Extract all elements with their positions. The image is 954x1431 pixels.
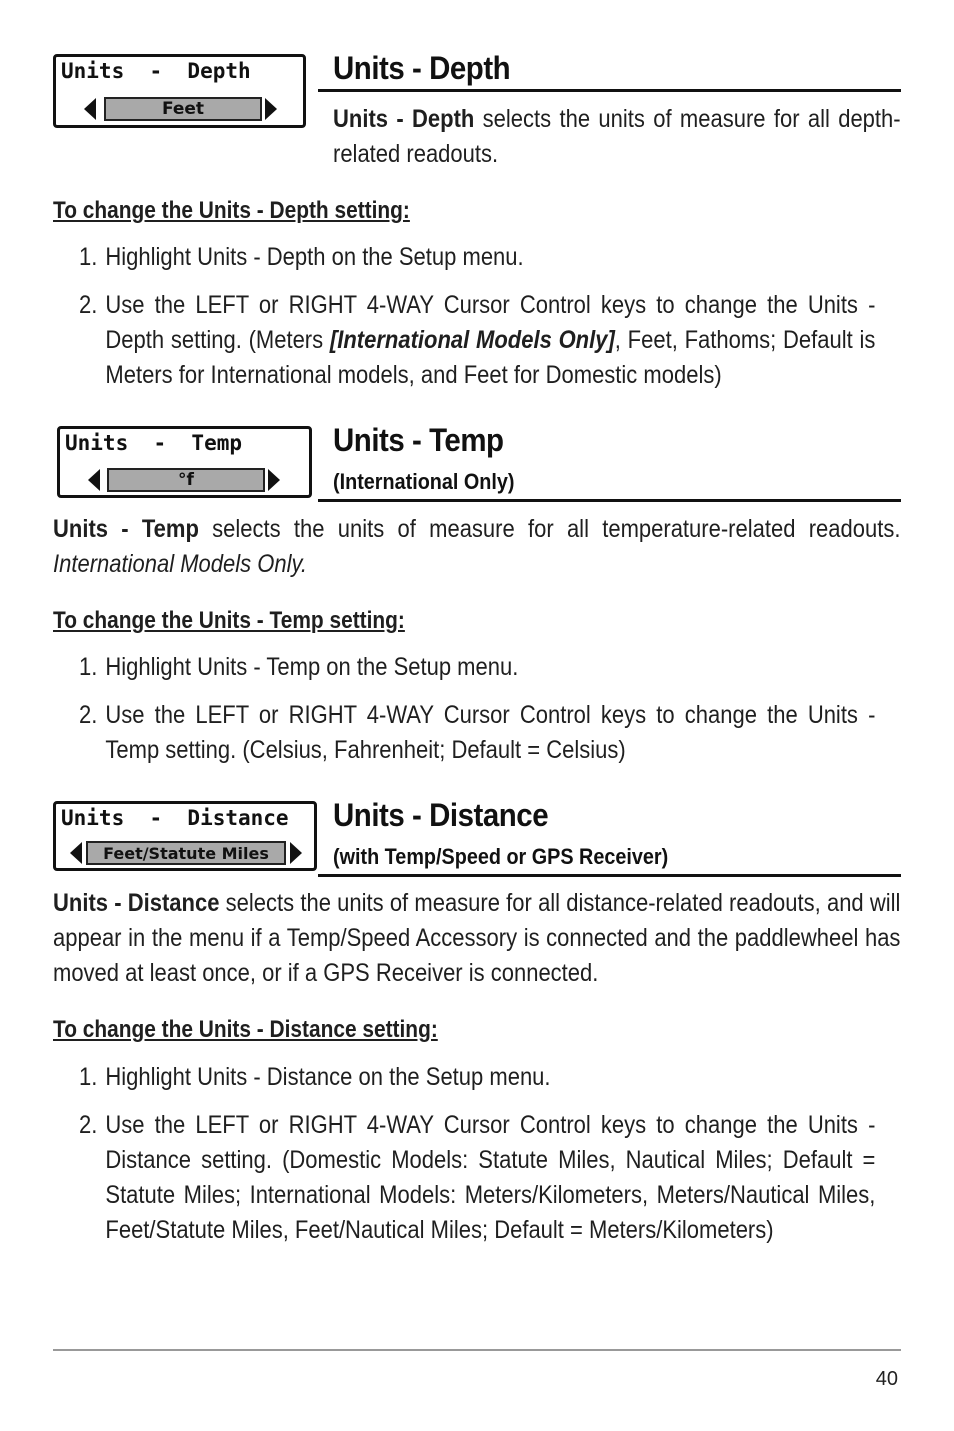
desc-text: selects the units of measure for all temperature-related readouts. — [198, 515, 901, 543]
temp-step-1 — [79, 650, 875, 685]
desc-emphasis: International Models Only. — [53, 550, 307, 578]
footer-rule — [53, 1349, 901, 1351]
step-number: 1. — [79, 243, 98, 271]
step-text: Use the LEFT or RIGHT 4-WAY Cursor Control keys to change the Units - Temp setting. (Celsius, Fahrenheit; Default = Celsius) — [105, 701, 876, 764]
step-number: 2. — [79, 1111, 98, 1139]
emphasis: [International Models Only] — [329, 326, 615, 354]
distance-description — [53, 886, 900, 991]
step-text: Use the LEFT or RIGHT 4-WAY Cursor Control keys to change the Units - Distance setting. (Domestic Models: Statute Miles, Nautical Miles; Default = Statute Miles; International Models: Meters/Kilometers, Meters/Nautical Miles, Feet/Statute Miles, Feet/Nautical Miles; Default = Meters/Kilometers) — [105, 1111, 876, 1244]
widget-label: Units - Depth — [61, 59, 251, 83]
distance-step-1 — [79, 1060, 875, 1095]
units-distance-menu-widget — [53, 801, 317, 871]
distance-procedure-heading: To change the Units - Distance setting: — [53, 1016, 438, 1043]
page-number: 40 — [875, 1368, 898, 1390]
step-number: 1. — [79, 1063, 98, 1091]
section-title-distance: Units - Distance — [333, 797, 549, 833]
step-text: Use the LEFT or RIGHT 4-WAY Cursor Control keys to change the Units - Depth setting. (Meters [International Models Only], Feet, Fathoms; Default is Meters for International models, and Feet for Domestic models) — [105, 291, 876, 389]
step-number: 2. — [79, 291, 98, 319]
section-subtitle-temp: (International Only) — [333, 469, 515, 494]
depth-procedure-heading: To change the Units - Depth setting: — [53, 197, 410, 224]
widget-value: °f — [107, 468, 265, 492]
temp-description — [53, 512, 900, 582]
step-text: Highlight Units - Distance on the Setup menu. — [105, 1063, 551, 1091]
units-depth-menu-widget — [53, 54, 306, 128]
desc-bold: Units - Depth — [333, 105, 475, 133]
desc-bold: Units - Distance — [53, 889, 220, 917]
left-arrow-icon — [84, 98, 96, 120]
right-arrow-icon — [290, 842, 302, 864]
units-temp-menu-widget — [57, 426, 312, 498]
widget-label: Units - Temp — [65, 431, 243, 455]
step-text: Highlight Units - Depth on the Setup menu. — [105, 243, 524, 271]
right-arrow-icon — [268, 469, 280, 491]
right-arrow-icon — [265, 98, 277, 120]
desc-text: selects the units of measure for all distance-related readouts, and will appear in the menu if a Temp/Speed Accessory is connected and the paddlewheel has moved at least once, or if a GPS Receiver is connected. — [53, 889, 901, 987]
left-arrow-icon — [70, 842, 82, 864]
desc-bold: Units - Temp — [53, 515, 199, 543]
step-number: 2. — [79, 701, 98, 729]
section-title-depth: Units - Depth — [333, 50, 511, 86]
section-title-temp: Units - Temp — [333, 422, 504, 458]
widget-label: Units - Distance — [61, 806, 289, 830]
depth-step-1 — [79, 240, 875, 275]
depth-description — [333, 102, 901, 172]
step-number: 1. — [79, 653, 98, 681]
depth-step-2 — [79, 288, 875, 393]
widget-value: Feet — [104, 97, 262, 121]
step-text: Highlight Units - Temp on the Setup menu. — [105, 653, 519, 681]
section-subtitle-distance: (with Temp/Speed or GPS Receiver) — [333, 844, 669, 869]
left-arrow-icon — [88, 469, 100, 491]
desc-text: selects the units of measure for all depth-related readouts. — [333, 105, 901, 168]
title-rule — [318, 89, 901, 92]
distance-step-2 — [79, 1108, 875, 1248]
title-rule — [318, 874, 901, 877]
widget-value: Feet/Statute Miles — [86, 841, 286, 865]
temp-procedure-heading: To change the Units - Temp setting: — [53, 607, 405, 634]
temp-step-2 — [79, 698, 875, 768]
title-rule — [318, 499, 901, 502]
